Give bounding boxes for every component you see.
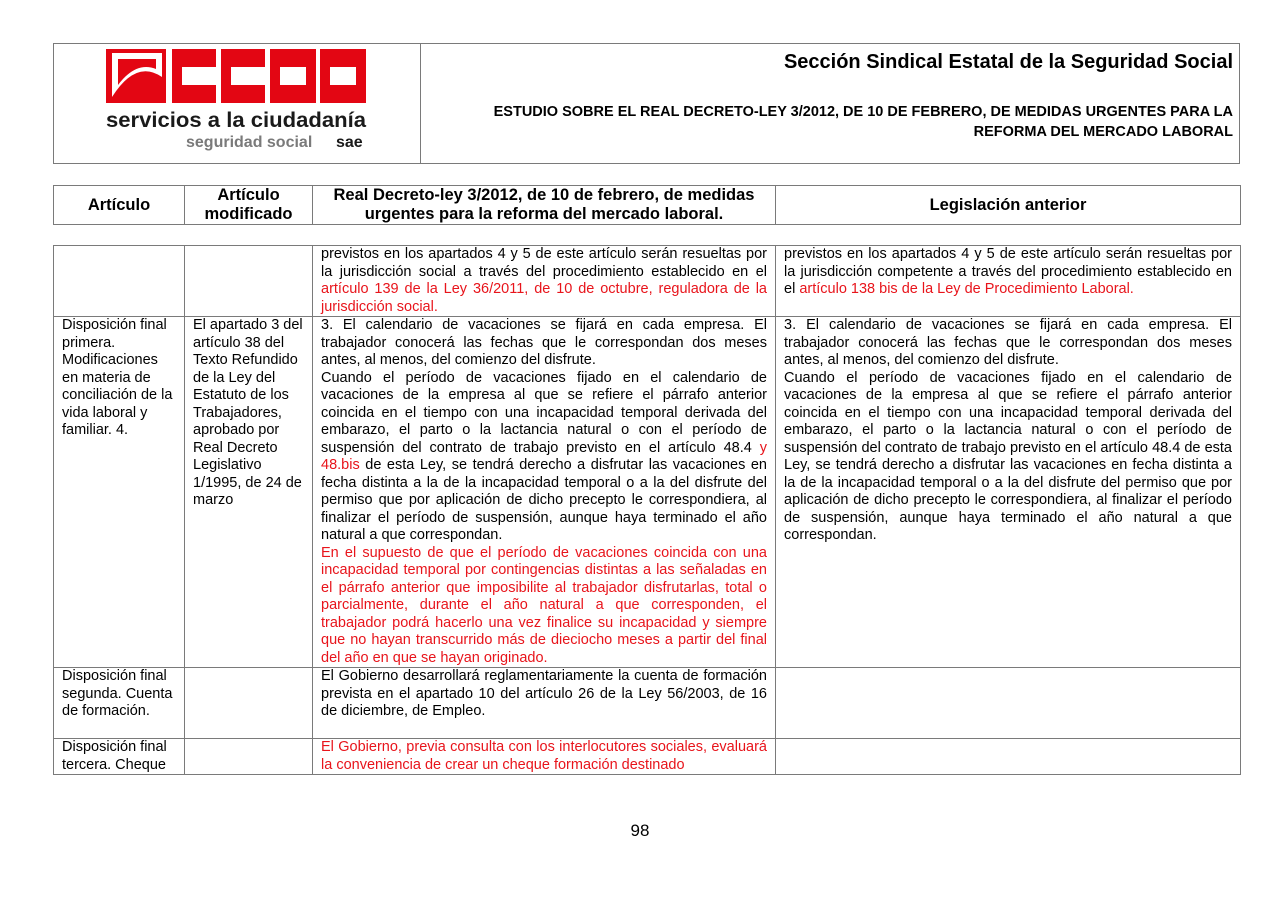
table-row (54, 246, 1241, 317)
col-modificado: Artículo modificado (185, 186, 313, 225)
svg-text:seguridad social: seguridad social (186, 134, 313, 151)
page-number: 98 (630, 821, 650, 840)
ccoo-logo (106, 49, 368, 152)
cell-articulo: Disposición final tercera. Cheque (54, 739, 185, 775)
column-header-table (53, 185, 1241, 225)
cell-nuevo: El Gobierno, previa consulta con los interlocutores sociales, evaluará la conveniencia de crear un cheque formación destinado (313, 739, 776, 775)
svg-text:sae: sae (336, 134, 363, 151)
document-header (53, 43, 1240, 164)
cell-nuevo: El Gobierno desarrollará reglamentariamente la cuenta de formación prevista en el apartado 10 del artículo 26 de la Ley 56/2003, de 16 de diciembre, de Empleo. (313, 668, 776, 739)
cell-anterior: previstos en los apartados 4 y 5 de este artículo serán resueltas por la jurisdicción competente a través del procedimiento establecido en el artículo 138 bis de la Ley de Procedimiento Laboral. (776, 246, 1241, 317)
cell-articulo: Disposición final primera. Modificaciones en materia de conciliación de la vida laboral y familiar. 4. (54, 317, 185, 668)
cell-modificado: El apartado 3 del artículo 38 del Texto Refundido de la Ley del Estatuto de los Trabajadores, aprobado por Real Decreto Legislativo 1/1995, de 24 de marzo (185, 317, 313, 668)
cell-articulo: Disposición final segunda. Cuenta de formación. (54, 668, 185, 739)
cell-anterior (776, 668, 1241, 739)
section-title: Sección Sindical Estatal de la Seguridad Social (783, 51, 1233, 73)
comparison-table (53, 245, 1241, 775)
col-real-decreto: Real Decreto-ley 3/2012, de 10 de febrero, de medidas urgentes para la reforma del mercado laboral. (313, 186, 776, 225)
table-row (54, 317, 1241, 668)
table-row (54, 668, 1241, 739)
study-title (421, 102, 1233, 142)
cell-anterior: 3. El calendario de vacaciones se fijará en cada empresa. El trabajador conocerá las fechas que le correspondan dos meses antes, al menos, del comienzo del disfrute. Cuando el período de vacaciones fijado en el calendario de vacaciones de la empresa al que se refiere el párrafo anterior coincida en el tiempo con una incapacidad temporal derivada del embarazo, el parto o la lactancia natural o con el período de suspensión del contrato de trabajo previsto en el artículo 48.4 de esta Ley, se tendrá derecho a disfrutar las vacaciones en fecha distinta a la de la incapacidad temporal o a la del disfrute del permiso que por aplicación de dicho precepto le correspondiera, al finalizar el período de suspensión, aunque haya terminado el año natural a que correspondan. (776, 317, 1241, 668)
table-row (54, 739, 1241, 775)
cell-modificado (185, 246, 313, 317)
header-title-cell (421, 44, 1240, 164)
col-legislacion-anterior: Legislación anterior (776, 186, 1241, 225)
svg-text:servicios a la ciudadanía: servicios a la ciudadanía (106, 109, 367, 132)
cell-nuevo: 3. El calendario de vacaciones se fijará en cada empresa. El trabajador conocerá las fechas que le correspondan dos meses antes, al menos, del comienzo del disfrute. Cuando el período de vacaciones fijado en el calendario de vacaciones de la empresa al que se refiere el párrafo anterior coincida en el tiempo con una incapacidad temporal derivada del embarazo, el parto o la lactancia natural o con el período de suspensión del contrato de trabajo previsto en el artículo 48.4 y 48.bis de esta Ley, se tendrá derecho a disfrutar las vacaciones en fecha distinta a la de la incapacidad temporal o a la del disfrute del permiso que por aplicación de dicho precepto le correspondiera, al finalizar el período de suspensión, aunque haya terminado el año natural a que correspondan. En el supuesto de que el período de vacaciones coincida con una incapacidad temporal por contingencias distintas a las señaladas en el párrafo anterior que imposibilite al trabajador disfrutarlas, total o parcialmente, durante el año natural a que corresponden, el trabajador podrá hacerlo una vez finalice su incapacidad y siempre que no hayan transcurrido más de dieciocho meses a partir del final del año en que se hayan originado. (313, 317, 776, 668)
cell-modificado (185, 739, 313, 775)
col-articulo: Artículo (54, 186, 185, 225)
study-title-line2: REFORMA DEL MERCADO LABORAL (973, 124, 1233, 140)
study-title-line1: ESTUDIO SOBRE EL REAL DECRETO-LEY 3/2012, DE 10 DE FEBRERO, DE MEDIDAS URGENTES PARA LA (493, 104, 1233, 120)
logo-cell (54, 44, 421, 164)
cell-anterior (776, 739, 1241, 775)
cell-modificado (185, 668, 313, 739)
cell-articulo (54, 246, 185, 317)
cell-nuevo: previstos en los apartados 4 y 5 de este artículo serán resueltas por la jurisdicción social a través del procedimiento establecido en el artículo 139 de la Ley 36/2011, de 10 de octubre, reguladora de la jurisdicción social. (313, 246, 776, 317)
